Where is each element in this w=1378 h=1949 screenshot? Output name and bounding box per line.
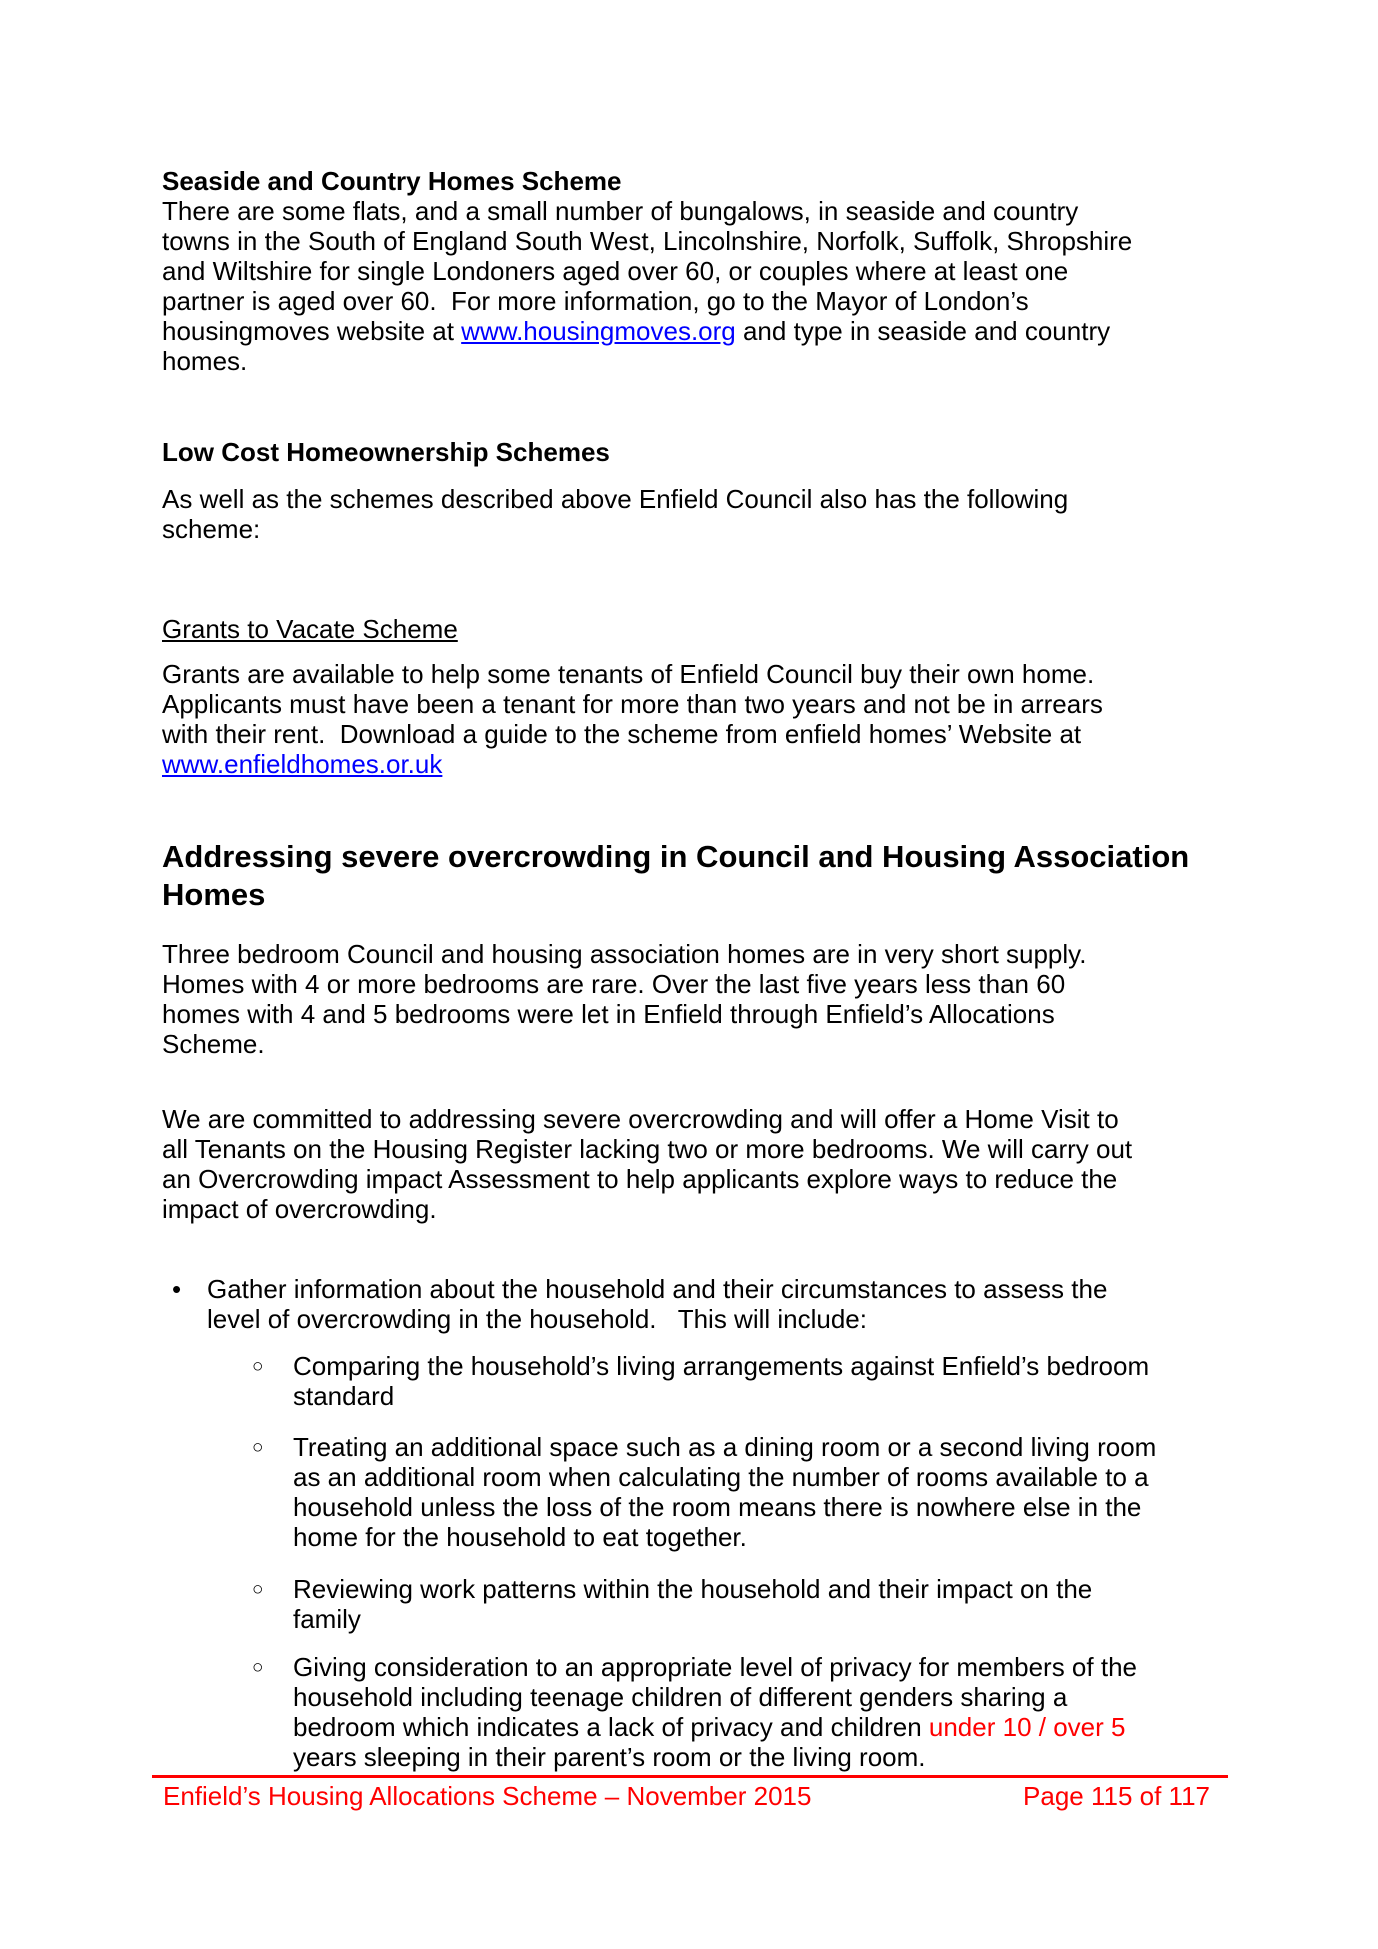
- text-segment: all Tenants on the Housing Register lacking two or more bedrooms. We will carry out: [162, 1134, 1133, 1164]
- text-segment: Three bedroom Council and housing association homes are in very short supply.: [162, 939, 1087, 969]
- section-heading-seaside: [162, 166, 1208, 196]
- text-line: [162, 256, 1208, 286]
- text-segment: bedroom which indicates a lack of privacy and children: [293, 1712, 929, 1742]
- document-body: [162, 166, 1208, 1772]
- text-line: [162, 1194, 1208, 1224]
- text-line: [162, 1104, 1208, 1134]
- red-highlight-text: under 10 / over 5: [928, 1712, 1126, 1742]
- text-segment: Low Cost Homeownership Schemes: [162, 437, 610, 467]
- text-segment: Applicants must have been a tenant for more than two years and not be in arrears: [162, 689, 1103, 719]
- paragraph-grants: [162, 659, 1208, 779]
- text-segment: level of overcrowding in the household. This will include:: [207, 1304, 867, 1334]
- text-line: [162, 689, 1208, 719]
- text-line: [162, 1574, 1208, 1604]
- text-line: [162, 749, 1208, 779]
- sub-bullet-icon: ○: [252, 1579, 264, 1600]
- footer-page-number: Page 115 of 117: [1023, 1781, 1210, 1811]
- text-line: [162, 226, 1208, 256]
- text-line: [162, 614, 1208, 644]
- text-segment: home for the household to eat together.: [293, 1522, 747, 1552]
- text-line: [162, 838, 1208, 876]
- bullet-icon: •: [172, 1274, 182, 1304]
- text-segment: and type in seaside and country: [735, 316, 1111, 346]
- text-line: [162, 1742, 1208, 1772]
- text-segment: Scheme.: [162, 1029, 265, 1059]
- text-segment: Grants to Vacate Scheme: [162, 614, 458, 644]
- text-segment: Gather information about the household and their circumstances to assess the: [207, 1274, 1108, 1304]
- text-line: [162, 939, 1208, 969]
- text-line: [162, 1462, 1208, 1492]
- text-line: [162, 484, 1208, 514]
- text-segment: Addressing severe overcrowding in Council and Housing Association: [162, 839, 1190, 874]
- text-segment: towns in the South of England South West, Lincolnshire, Norfolk, Suffolk, Shropshire: [162, 226, 1133, 256]
- text-segment: We are committed to addressing severe overcrowding and will offer a Home Visit to: [162, 1104, 1119, 1134]
- text-segment: partner is aged over 60. For more information, go to the Mayor of London’s: [162, 286, 1029, 316]
- text-segment: Homes: [162, 877, 266, 912]
- text-line: [162, 1432, 1208, 1462]
- text-segment: impact of overcrowding.: [162, 1194, 437, 1224]
- text-line: [162, 719, 1208, 749]
- sub-bullet-treating: [162, 1432, 1208, 1552]
- subheading-grants-to-vacate: [162, 614, 1208, 644]
- text-segment: Comparing the household’s living arrangements against Enfield’s bedroom: [293, 1351, 1150, 1381]
- text-line: [162, 1652, 1208, 1682]
- text-line: [162, 876, 1208, 914]
- text-line: [162, 1351, 1208, 1381]
- text-segment: Homes with 4 or more bedrooms are rare. Over the last five years less than 60: [162, 969, 1066, 999]
- text-line: [162, 1134, 1208, 1164]
- text-line: [162, 346, 1208, 376]
- text-segment: scheme:: [162, 514, 261, 544]
- text-line: [162, 1274, 1208, 1304]
- text-line: [162, 1522, 1208, 1552]
- sub-bullet-icon: ○: [252, 1657, 264, 1678]
- text-segment: standard: [293, 1381, 395, 1411]
- text-line: [162, 1604, 1208, 1634]
- footer-left-text: Enfield’s Housing Allocations Scheme – November 2015: [163, 1781, 812, 1811]
- text-segment: Reviewing work patterns within the household and their impact on the: [293, 1574, 1093, 1604]
- text-segment: and Wiltshire for single Londoners aged over 60, or couples where at least one: [162, 256, 1069, 286]
- text-line: [162, 1381, 1208, 1411]
- text-segment: Grants are available to help some tenants of Enfield Council buy their own home.: [162, 659, 1095, 689]
- section-heading-low-cost: [162, 437, 1208, 467]
- text-line: [162, 437, 1208, 467]
- text-segment: family: [293, 1604, 361, 1634]
- text-line: [162, 1682, 1208, 1712]
- paragraph-seaside: [162, 196, 1208, 376]
- text-segment: an Overcrowding impact Assessment to help applicants explore ways to reduce the: [162, 1164, 1118, 1194]
- text-segment: housingmoves website at: [162, 316, 462, 346]
- sub-bullet-comparing: [162, 1351, 1208, 1411]
- text-line: [162, 316, 1208, 346]
- text-segment: As well as the schemes described above Enfield Council also has the following: [162, 484, 1069, 514]
- text-line: [162, 166, 1208, 196]
- page-footer: [163, 1781, 1210, 1811]
- sub-bullet-reviewing: [162, 1574, 1208, 1634]
- sub-bullet-icon: ○: [252, 1437, 264, 1458]
- text-line: [162, 1712, 1208, 1742]
- bullet-gather-information: [162, 1274, 1208, 1334]
- text-segment: as an additional room when calculating the number of rooms available to a: [293, 1462, 1149, 1492]
- text-line: [162, 514, 1208, 544]
- text-segment: with their rent. Download a guide to the scheme from enfield homes’ Website at: [162, 719, 1082, 749]
- paragraph-low-cost: [162, 484, 1208, 544]
- text-line: [162, 999, 1208, 1029]
- paragraph-supply: [162, 939, 1208, 1059]
- text-line: [162, 196, 1208, 226]
- text-segment: There are some flats, and a small number of bungalows, in seaside and country: [162, 196, 1079, 226]
- sub-bullet-privacy: [162, 1652, 1208, 1772]
- text-line: [162, 1029, 1208, 1059]
- text-segment: household including teenage children of different genders sharing a: [293, 1682, 1068, 1712]
- text-segment: Giving consideration to an appropriate level of privacy for members of the: [293, 1652, 1137, 1682]
- text-segment: household unless the loss of the room means there is nowhere else in the: [293, 1492, 1142, 1522]
- text-segment: homes.: [162, 346, 248, 376]
- text-line: [162, 1492, 1208, 1522]
- text-segment: homes with 4 and 5 bedrooms were let in Enfield through Enfield’s Allocations: [162, 999, 1055, 1029]
- text-line: [162, 1164, 1208, 1194]
- sub-bullet-icon: ○: [252, 1356, 264, 1377]
- paragraph-commitment: [162, 1104, 1208, 1224]
- housingmoves-link[interactable]: www.housingmoves.org: [461, 316, 736, 346]
- text-segment: years sleeping in their parent’s room or the living room.: [293, 1742, 926, 1772]
- enfieldhomes-link[interactable]: www.enfieldhomes.or.uk: [162, 749, 443, 779]
- text-line: [162, 659, 1208, 689]
- text-segment: Treating an additional space such as a dining room or a second living room: [293, 1432, 1157, 1462]
- text-segment: Seaside and Country Homes Scheme: [162, 166, 622, 196]
- text-line: [162, 1304, 1208, 1334]
- page-heading-overcrowding: [162, 838, 1208, 914]
- text-line: [162, 286, 1208, 316]
- footer-rule: [152, 1775, 1228, 1778]
- text-line: [162, 969, 1208, 999]
